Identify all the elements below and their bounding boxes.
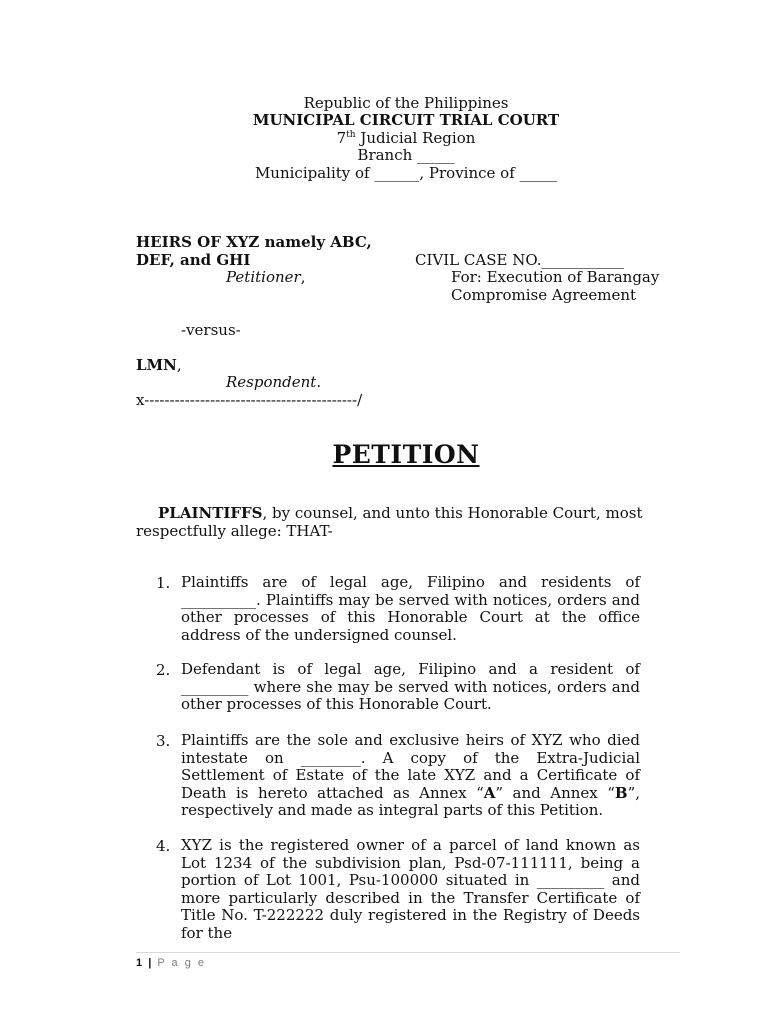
intro-text: , by counsel, and unto this Honorable Court, most respectfully allege: THAT- xyxy=(136,504,643,540)
case-subject-line-1: For: Execution of Barangay xyxy=(451,268,660,286)
annex-a-label: A xyxy=(483,783,496,802)
respondent-name: LMN xyxy=(136,356,177,374)
region-label: Judicial Region xyxy=(355,129,476,147)
municipality-line: Municipality of ______, Province of _____ xyxy=(254,164,558,182)
caption-separator: x------------------------------------------/ xyxy=(136,391,363,409)
paragraph-number: 3. xyxy=(156,732,171,750)
region-suffix: th xyxy=(346,130,356,140)
page-number: 1 xyxy=(136,957,144,969)
petitioner-designation xyxy=(226,268,305,286)
paragraph-3-text-b: ” and Annex “ xyxy=(495,783,615,802)
annex-b-label: B xyxy=(614,783,628,802)
paragraph-number: 1. xyxy=(156,574,171,592)
page-label: P a g e xyxy=(157,957,206,969)
intro-lead: PLAINTIFFS xyxy=(158,504,263,522)
footer-divider xyxy=(136,952,680,953)
respondent-period: . xyxy=(316,373,322,391)
respondent-designation xyxy=(226,373,321,391)
petitioners-line-1: HEIRS OF XYZ namely ABC, xyxy=(136,233,372,251)
paragraph-3 xyxy=(181,732,640,820)
paragraph-3-text-a: Plaintiffs are the sole and exclusive heirs of XYZ who died intestate on ________. A copy of the Extra-Judicial Settlement of Estate of the late XYZ and a Certificate of Death is hereto attached as Annex “ xyxy=(181,731,640,802)
petitioner-label: Petitioner xyxy=(226,268,301,286)
branch-line: Branch _____ xyxy=(357,146,455,164)
versus-label: -versus- xyxy=(181,321,241,339)
paragraph-3-text-c: ”, respectively and made as integral parts of this Petition. xyxy=(181,783,640,819)
paragraph-1: Plaintiffs are of legal age, Filipino and residents of __________. Plaintiffs may be served with notices, orders and other processes of this Honorable Court at the office address of the undersigned counsel. xyxy=(181,573,640,644)
respondent-label: Respondent xyxy=(226,373,317,391)
page-footer xyxy=(136,957,206,969)
region-number: 7 xyxy=(336,129,347,147)
case-subject-line-2: Compromise Agreement xyxy=(451,286,637,304)
civil-case-number: CIVIL CASE NO.___________ xyxy=(415,251,625,269)
paragraph-4: XYZ is the registered owner of a parcel of land known as Lot 1234 of the subdivision plan, Psd-07-111111, being a portion of Lot 1001, Psu-100000 situated in _________ and more particularly described in the Transfer Certificate of Title No. T-222222 duly registered in the Registry of Deeds for the xyxy=(181,836,640,942)
court-name: MUNICIPAL CIRCUIT TRIAL COURT xyxy=(252,111,560,129)
paragraph-2: Defendant is of legal age, Filipino and a resident of _________ where she may be served with notices, orders and other processes of this Honorable Court. xyxy=(181,660,640,713)
intro-paragraph xyxy=(136,504,660,540)
paragraph-number: 4. xyxy=(156,837,171,855)
petitioners-line-2: DEF, and GHI xyxy=(136,251,251,269)
paragraph-number: 2. xyxy=(156,661,171,679)
footer-separator: | xyxy=(148,957,153,969)
respondent-comma: , xyxy=(176,356,182,374)
document-title: PETITION xyxy=(332,440,480,469)
judicial-region xyxy=(0,129,768,147)
republic-heading: Republic of the Philippines xyxy=(303,94,509,112)
petitioner-comma: , xyxy=(300,268,306,286)
respondent-name-line xyxy=(136,356,182,374)
